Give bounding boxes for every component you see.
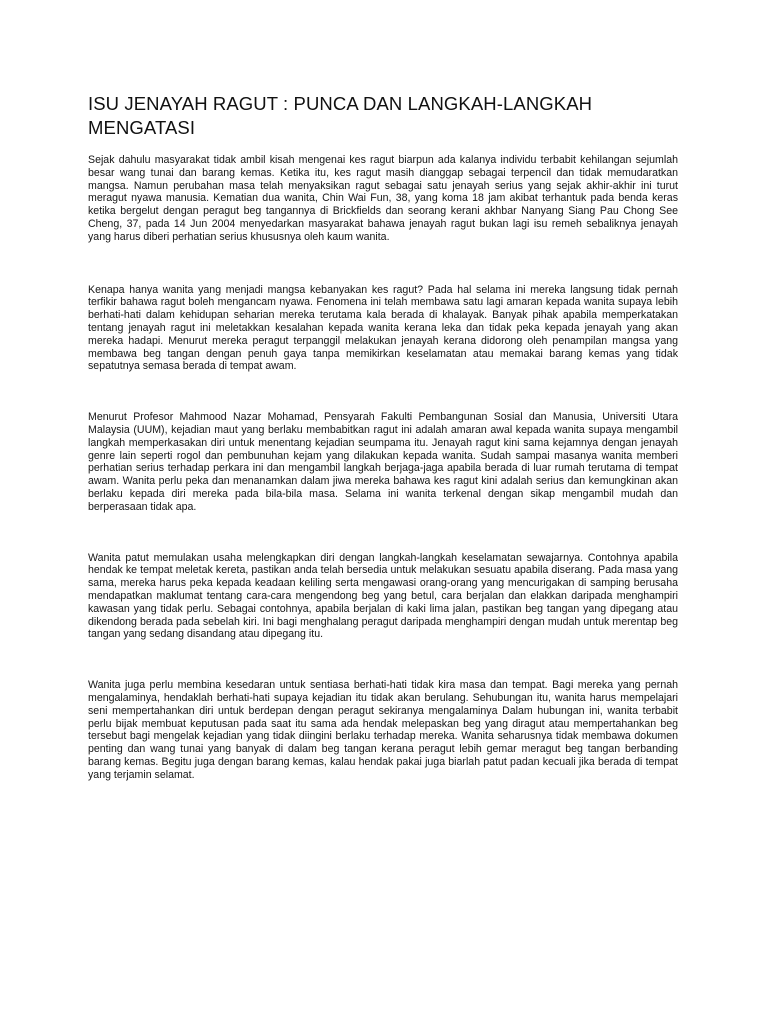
paragraph-4: Wanita patut memulakan usaha melengkapkan diri dengan langkah-langkah keselamatan sewajarnya. Contohnya apabila hendak ke tempat meletak kereta, pastikan anda telah bersedia untuk melakukan sesuatu apabila diserang. Pada masa yang sama, mereka harus peka kepada keadaan keliling serta mengawasi orang-orang yang mencurigakan di samping berusaha mendapatkan maklumat tentang cara-cara mengendong beg yang betul, cara berjalan dan elakkan daripada menghampiri kawasan yang tidak perlu. Sebagai contohnya, apabila berjalan di kaki lima jalan, pastikan beg tangan yang dipegang atau dikendong berada pada sebelah kiri. Ini bagi menghalang peragut daripada menghampiri dengan mudah untuk merentap beg tangan yang sedang disandang atau dipegang itu.: [88, 551, 678, 641]
paragraph-2: Kenapa hanya wanita yang menjadi mangsa kebanyakan kes ragut? Pada hal selama ini mereka langsung tidak pernah terfikir bahawa ragut boleh mengancam nyawa. Fenomena ini telah membawa satu lagi amaran kepada wanita supaya lebih berhati-hati dalam kehidupan seharian mereka terutama kala berada di khalayak. Banyak pihak apabila memperkatakan tentang jenayah ragut ini meletakkan kesalahan kepada wanita kerana leka dan tidak peka kepada jenayah yang akan mereka hadapi. Menurut mereka peragut terpanggil melakukan jenayah kerana didorong oleh penampilan mangsa yang membawa beg tangan dengan penuh gaya tanpa memikirkan keselamatan atau memakai barang kemas yang tidak sepatutnya semasa berada di tempat awam.: [88, 283, 678, 373]
document-page: [88, 92, 678, 781]
paragraph-5: Wanita juga perlu membina kesedaran untuk sentiasa berhati-hati tidak kira masa dan tempat. Bagi mereka yang pernah mengalaminya, hendaklah berhati-hati supaya kejadian itu tidak akan berulang. Sehubungan itu, wanita harus mempelajari seni mempertahankan diri untuk berdepan dengan peragut sekiranya mengalaminya Dalam hubungan ini, wanita terbabit perlu bijak membuat keputusan pada saat itu sama ada hendak melepaskan beg yang diragut atau mempertahankan beg tersebut bagi mengelak kejadian yang tidak diingini berlaku terhadap mereka. Wanita seharusnya tidak membawa dokumen penting dan wang tunai yang banyak di dalam beg tangan kerana peragut lebih gemar meragut beg tangan berbanding barang kemas. Begitu juga dengan barang kemas, kalau hendak pakai juga biarlah patut padan kecuali jika berada di tempat yang terjamin selamat.: [88, 679, 678, 781]
paragraph-3: Menurut Profesor Mahmood Nazar Mohamad, Pensyarah Fakulti Pembangunan Sosial dan Manusia, Universiti Utara Malaysia (UUM), kejadian maut yang berlaku membabitkan ragut ini adalah amaran awal kepada wanita supaya mengambil langkah memperkasakan diri untuk menentang kejadian seumpama itu. Jenayah ragut kini sama kejamnya dengan jenayah genre lain seperti rogol dan pembunuhan kejam yang dilakukan kepada wanita. Sudah sampai masanya wanita memberi perhatian serius terhadap perkara ini dan mengambil langkah berjaga-jaga apabila berada di luar rumah terutama di tempat awam. Wanita perlu peka dan menanamkan dalam jiwa mereka bahawa kes ragut kini adalah serius dan kemungkinan akan berlaku kepada diri mereka pada bila-bila masa. Selama ini wanita terkenal dengan sikap mengambil mudah dan berperasaan tidak apa.: [88, 411, 678, 513]
paragraph-1: Sejak dahulu masyarakat tidak ambil kisah mengenai kes ragut biarpun ada kalanya individu terbabit kehilangan sejumlah besar wang tunai dan barang kemas. Ketika itu, kes ragut masih dianggap sebagai terpencil dan tidak memudaratkan mangsa. Namun perubahan masa telah menyaksikan ragut sebagai satu jenayah serius yang sejak akhir-akhir ini turut meragut nyawa manusia. Kematian dua wanita, Chin Wai Fun, 38, yang koma 18 jam akibat terhantuk pada benda keras ketika bergelut dengan peragut beg tangannya di Brickfields dan seorang kerani akhbar Nanyang Siang Pau Chong See Cheng, 37, pada 14 Jun 2004 menyedarkan masyarakat bahawa jenayah ragut bukan lagi isu remeh sebaliknya jenayah yang harus diberi perhatian serius khususnya oleh kaum wanita.: [88, 154, 678, 243]
document-title: ISU JENAYAH RAGUT : PUNCA DAN LANGKAH-LANGKAH MENGATASI: [88, 93, 593, 138]
